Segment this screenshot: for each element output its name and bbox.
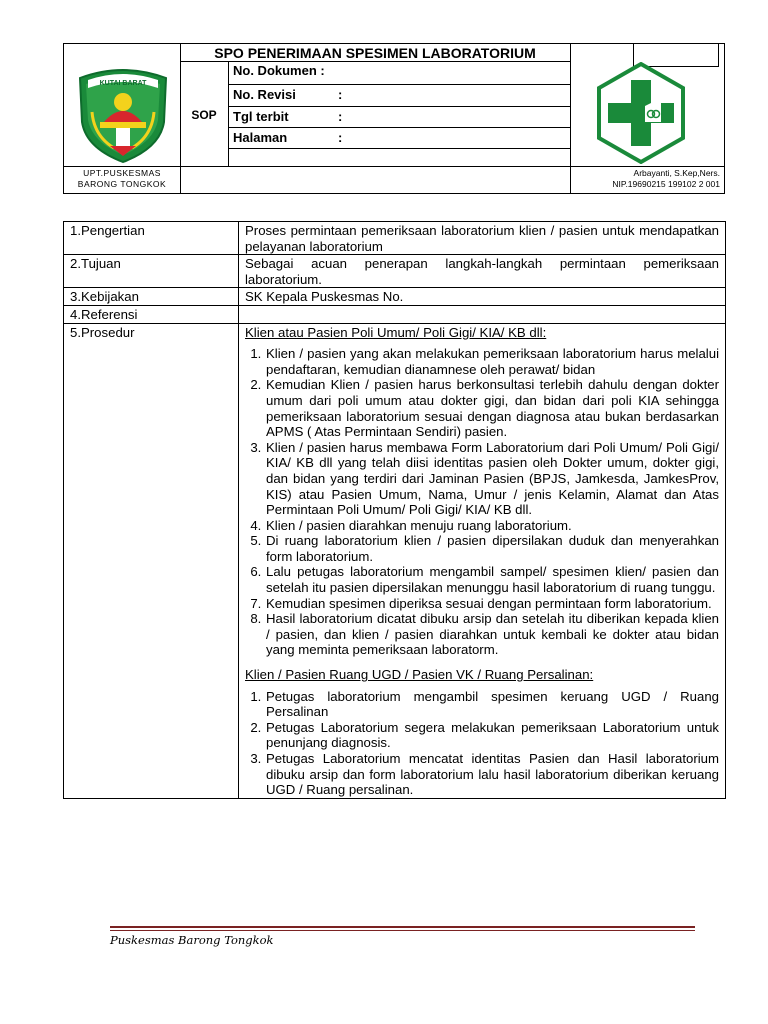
row-label: 1.Pengertian [64, 222, 239, 255]
list-item: 3. Klien / pasien harus membawa Form Laboratorium dari Poli Umum/ Poli Gigi/ KIA/ KB dll yang telah diisi identitas pasien oleh Dokter umum, dokter gigi, dan bidan yang terdiri dari Jaminan Pasien (BPJS, Jamkesda, JamkesProv, KIS) atau Pasien Umum, Nama, Umur / jenis Kelamin, Alamat dan Atas Permintaan Poli Umum/ Poli Gigi/ KIA/ KB dll. [265, 440, 719, 518]
table-row [64, 323, 726, 798]
list-item: 2. Kemudian Klien / pasien harus berkonsultasi terlebih dahulu dengan dokter umum dari poli umum atau dokter gigi, dan bidan dari poli KIA sehingga pemeriksaan laboratorium sesuai dengan diagnosa atau bukan berdasarkan APMS ( Atas Permintaan Sendiri) pasien. [265, 377, 719, 439]
section-title: Klien atau Pasien Poli Umum/ Poli Gigi/ KIA/ KB dll: [245, 324, 547, 340]
table-row [64, 305, 726, 323]
signer-block [570, 168, 720, 190]
row-text: Sebagai acuan penerapan langkah-langkah permintaan pemeriksaan laboratorium. [239, 255, 726, 288]
organization-line-1: UPT.PUSKESMAS [83, 168, 161, 178]
signer-name: Arbayanti, S.Kep,Ners. [633, 168, 720, 178]
prosedur-content [239, 323, 726, 798]
field-tgl-terbit [233, 109, 342, 124]
row-label: 2.Tujuan [64, 255, 239, 288]
field-separator: : [338, 130, 343, 145]
list-item: 8. Hasil laboratorium dicatat dibuku arsip dan setelah itu diberikan kepada klien / pasien, dan klien / pasien diarahkan untuk kembali ke dokter atau bidan yang meminta pemeriksaan laboratorm. [265, 611, 719, 658]
table-row [64, 255, 726, 288]
kutai-barat-emblem-icon [74, 62, 172, 164]
sop-content-table [63, 221, 726, 799]
list-item: 3. Petugas Laboratorium mencatat identitas Pasien dan Hasil laboratorium dibuku arsip dan form laboratorium lalu hasil laboratorium diberikan keruang UGD / Ruang persalinan. [265, 751, 719, 798]
sop-header [63, 43, 725, 194]
row-text [239, 305, 726, 323]
row-label: 5.Prosedur [64, 323, 239, 798]
organization-line-2: BARONG TONGKOK [77, 179, 167, 189]
footer-text: Puskesmas Barong Tongkok [110, 933, 274, 947]
procedure-list [245, 689, 719, 798]
list-item: 1. Petugas laboratorium mengambil spesimen keruang UGD / Ruang Persalinan [265, 689, 719, 720]
section-title: Klien / Pasien Ruang UGD / Pasien VK / Ruang Persalinan: [245, 667, 594, 683]
footer-divider [110, 926, 695, 928]
row-text: Proses permintaan pemeriksaan laboratorium klien / pasien untuk mendapatkan pelayanan laboratorium [239, 222, 726, 255]
list-item: 7. Kemudian spesimen diperiksa sesuai dengan permintaan form laboratorium. [265, 596, 719, 612]
field-halaman [233, 130, 342, 145]
emblem-banner-text: KUTAI BARAT [99, 80, 147, 87]
field-separator: : [338, 87, 343, 102]
procedure-list [245, 346, 719, 658]
signer-nip: NIP.19690215 199102 2 001 [612, 179, 720, 189]
row-label: 3.Kebijakan [64, 288, 239, 306]
field-label: No. Revisi [233, 87, 296, 102]
list-item: 1. Klien / pasien yang akan melakukan pemeriksaan laboratorium harus melalui pendaftaran, kemudian dianamnese oleh perawat/ bidan [265, 346, 719, 377]
table-row [64, 288, 726, 306]
document-title: SPO PENERIMAAN SPESIMEN LABORATORIUM [214, 45, 536, 61]
row-label: 4.Referensi [64, 305, 239, 323]
list-item: 2. Petugas Laboratorium segera melakukan pemeriksaan Laboratorium untuk penunjang diagnosis. [265, 720, 719, 751]
field-label: Halaman [233, 130, 288, 145]
field-label: No. Dokumen [233, 63, 317, 78]
field-separator: : [338, 109, 343, 124]
list-item: 4. Klien / pasien diarahkan menuju ruang laboratorium. [265, 518, 719, 534]
field-label: Tgl terbit [233, 109, 289, 124]
table-row [64, 222, 726, 255]
footer-divider [110, 930, 695, 931]
list-item: 5. Di ruang laboratorium klien / pasien dipersilakan duduk dan menyerahkan form laboratorium. [265, 533, 719, 564]
field-separator: : [320, 63, 325, 78]
organization-name [64, 168, 180, 190]
field-no-dokumen [233, 63, 325, 78]
row-text: SK Kepala Puskesmas No. [239, 288, 726, 306]
puskesmas-logo-icon [595, 62, 687, 164]
list-item: 6. Lalu petugas laboratorium mengambil sampel/ spesimen klien/ pasien dan setelah itu pasien dipersilakan menunggu hasil laboratorium di ruang tunggu. [265, 564, 719, 595]
field-no-revisi [233, 87, 342, 102]
sop-label: SOP [191, 108, 217, 122]
